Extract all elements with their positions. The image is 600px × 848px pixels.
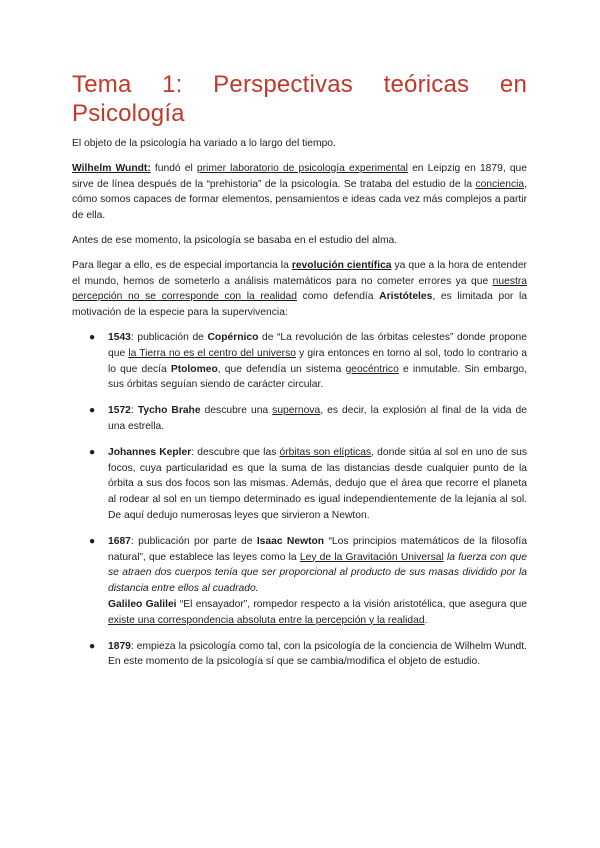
orbitas-underline: órbitas son elípticas — [279, 446, 372, 458]
gravitacion-definition: la fuerza con que se atraen dos cuerpos tenía que ser proporcional al producto de sus masas dividido por la distancia entre ellos al cuadrado. — [108, 551, 527, 595]
alma-paragraph: Antes de ese momento, la psicología se basaba en el estudio del alma. — [72, 234, 398, 246]
timeline-list — [72, 330, 527, 670]
list-item-1543 — [72, 330, 527, 393]
wundt-paragraph — [72, 161, 527, 224]
year-1687: 1687 — [108, 535, 131, 547]
year-1543: 1543 — [108, 331, 131, 343]
revolucion-paragraph — [72, 258, 527, 321]
bullet-icon: ● — [89, 535, 96, 547]
b1543-text-5: e inmutable. Sin embargo, sus órbitas seguían siendo de carácter circular. — [108, 363, 528, 391]
list-item-1879 — [72, 639, 527, 671]
b1687-text-1: : publicación por parte de — [130, 535, 257, 547]
wundt-text-2: en Leipzig en 1879, que sirve de línea después de la “prehistoria” de la psicología. Se trataba del estudio de la — [72, 162, 527, 190]
b1543-text-4: , que defendía un sistema — [217, 363, 346, 375]
bullet-icon: ● — [89, 331, 96, 343]
brahe-name: Tycho Brahe — [137, 405, 201, 417]
page-title: Tema 1: Perspectivas teóricas en Psicología — [72, 71, 527, 127]
year-1879: 1879 — [108, 640, 131, 652]
llegar-text-4: , es limitada por la motivación de la especie para la supervivencia: — [72, 291, 528, 319]
supernova-underline: supernova — [272, 405, 321, 417]
kepler-text-2: , donde sitúa al sol en uno de sus focos, cuya particularidad es que la suma de las distancias desde cualquier punto de la órbita a sus dos focos son las mismas. Además, dedujo que el área que recorre el planeta al rodear al sol en un tiempo determinado es igual independientemente de la lejanía al sol. De aquí dedujo numerosas leyes que sirvieron a Newton. — [108, 446, 527, 521]
tierra-underline: la Tierra no es el centro del universo — [128, 347, 296, 359]
wundt-laboratorio-underline: primer laboratorio de psicología experimental — [196, 162, 408, 174]
galileo-name: Galileo Galilei — [108, 598, 177, 610]
kepler-name: Johannes Kepler — [108, 446, 192, 458]
list-item-kepler — [72, 445, 527, 524]
list-item-1572 — [72, 403, 527, 435]
bullet-icon: ● — [89, 446, 96, 458]
year-1572: 1572 — [108, 405, 131, 417]
bullet-icon: ● — [89, 405, 96, 417]
correspondencia-underline: existe una correspondencia absoluta entre la percepción y la realidad — [108, 614, 425, 626]
newton-name: Isaac Newton — [256, 535, 325, 547]
llegar-text-1: Para llegar a ello, es de especial importancia la — [72, 259, 292, 271]
b1687-text-5: . — [424, 614, 428, 626]
b1687-text-4: “El ensayador”, rompedor respecto a la visión aristotélica, que asegura que — [176, 598, 527, 610]
b1543-text-2: de “La revolución de las órbitas celestes” donde propone que — [108, 331, 527, 359]
b1572-text-1: : — [130, 405, 138, 417]
revolucion-cientifica: revolución científica — [291, 259, 392, 271]
percepcion-underline: nuestra percepción no se corresponde con la realidad — [72, 275, 527, 303]
wundt-text-1: fundó el — [150, 162, 197, 174]
wundt-text-3: , cómo somos capaces de formar elementos, pensamientos e ideas cada vez más complejos a partir de ella. — [72, 178, 527, 222]
geocentrico-underline: geocéntrico — [345, 363, 399, 375]
b1687-text-2: “Los principios matemáticos de la filosofía natural”, que establece las leyes como la — [108, 535, 527, 563]
list-item-1687 — [72, 534, 527, 629]
wundt-name: Wilhelm Wundt: — [72, 162, 151, 174]
b1572-text-2: descubre una — [200, 405, 273, 417]
b1572-text-3: , es decir, la explosión al final de la vida de una estrella. — [108, 405, 527, 432]
llegar-text-2: ya que a la hora de entender el mundo, hemos de someterlo a análisis matemáticos para no cometer errores ya que — [72, 259, 527, 287]
b1543-text-3: y gira entonces en torno al sol, todo lo contrario a lo que decía — [108, 347, 528, 375]
llegar-text-3: como defendía — [296, 291, 380, 303]
kepler-text-1: : descubre que las — [191, 446, 280, 458]
bullet-icon: ● — [89, 640, 96, 652]
ptolomeo-name: Ptolomeo — [170, 363, 218, 375]
document-page — [72, 70, 527, 680]
intro-paragraph: El objeto de la psicología ha variado a lo largo del tiempo. — [72, 138, 336, 149]
aristoteles-name: Aristóteles — [379, 291, 433, 303]
b1543-text-1: : publicación de — [130, 331, 208, 343]
b1879-text-1: : empieza la psicología como tal, con la psicología de la conciencia de Wilhelm Wundt. En este momento de la psicología sí que se cambia/modifica el objeto de estudio. — [108, 640, 527, 668]
wundt-conciencia-underline: conciencia — [475, 178, 525, 190]
ley-gravitacion-underline: Ley de la Gravitación Universal — [299, 551, 444, 563]
copernico-name: Copérnico — [207, 331, 259, 343]
